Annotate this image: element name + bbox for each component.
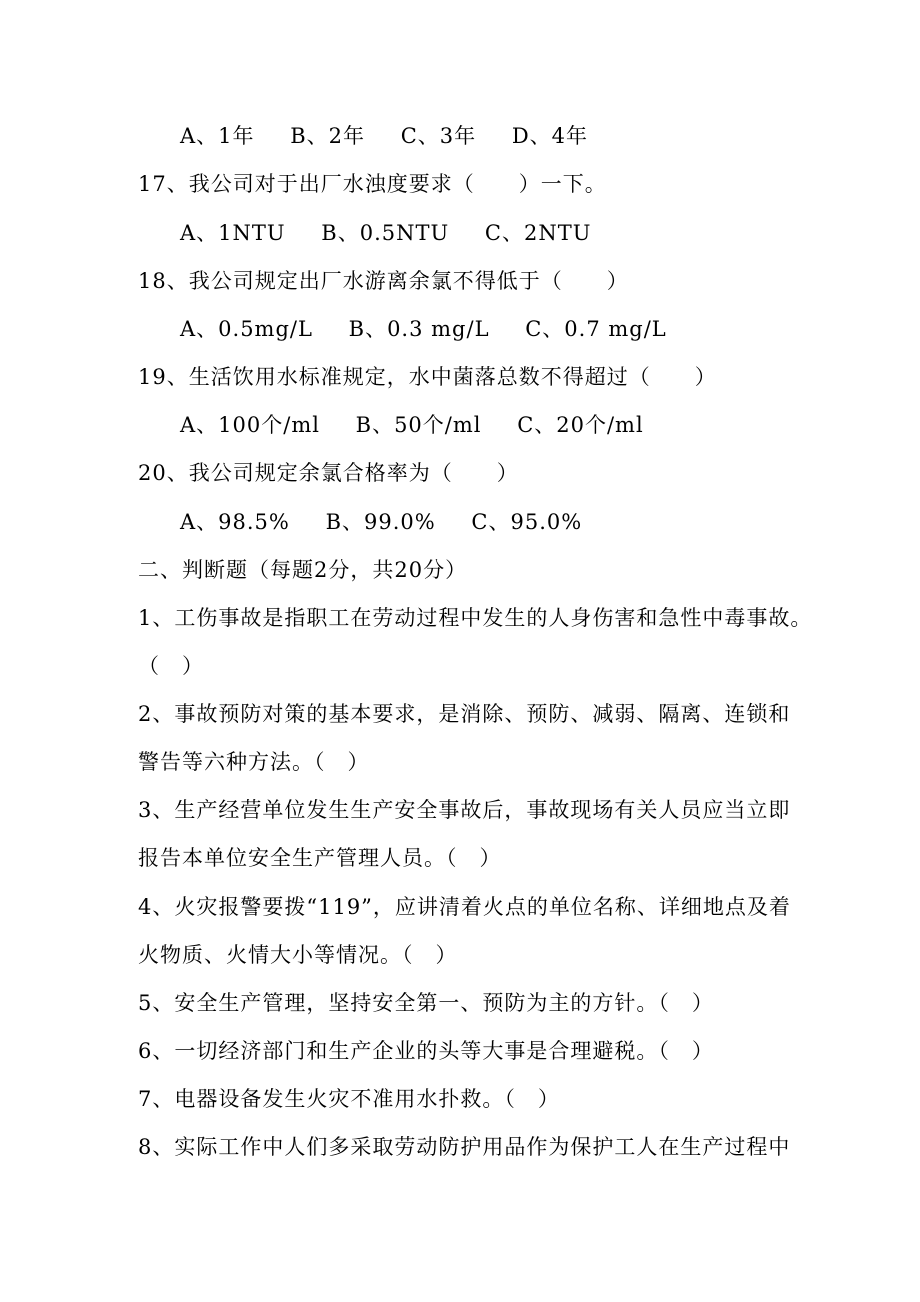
tf-item1-line2: （ ） [138,654,204,678]
q19-options [180,411,644,439]
q16-options [180,122,588,150]
section2-heading: 二、判断题（每题2分，共20分） [138,558,468,582]
q18-option-a: A、0.5mg/L [180,317,313,341]
q16-option-a: A、1年 [180,124,255,148]
q18-option-c: C、0.7 mg/L [525,317,667,341]
q20-option-b: B、99.0% [325,510,436,534]
q16-option-c: C、3年 [400,124,477,148]
tf-item2-line1: 2、事故预防对策的基本要求，是消除、预防、减弱、隔离、连锁和 [138,702,791,726]
q17-options [180,219,591,247]
q16-option-b: B、2年 [290,124,366,148]
tf-item5: 5、安全生产管理，坚持安全第一、预防为主的方针。（ ） [138,991,714,1015]
q19-option-c: C、20个/ml [517,413,644,437]
tf-item4-line2: 火物质、火情大小等情况。（ ） [138,943,458,967]
q18-options [180,315,667,343]
q19-option-a: A、100个/ml [180,413,320,437]
q20-question: 20、我公司规定余氯合格率为（ ） [138,461,519,485]
q17-option-a: A、1NTU [180,221,286,245]
q19-question: 19、生活饮用水标准规定，水中菌落总数不得超过（ ） [138,365,717,389]
q20-options [180,508,582,536]
q19-option-b: B、50个/ml [355,413,482,437]
q20-option-a: A、98.5% [180,510,290,534]
q18-option-b: B、0.3 mg/L [348,317,490,341]
tf-item4-line1: 4、火灾报警要拨“119”，应讲清着火点的单位名称、详细地点及着 [138,895,791,919]
tf-item2-line2: 警告等六种方法。（ ） [138,750,370,774]
tf-item3-line2: 报告本单位安全生产管理人员。（ ） [138,846,502,870]
tf-item1-line1: 1、工伤事故是指职工在劳动过程中发生的人身伤害和急性中毒事故。 [138,606,813,630]
tf-item3-line1: 3、生产经营单位发生生产安全事故后，事故现场有关人员应当立即 [138,798,791,822]
tf-item8-line1: 8、实际工作中人们多采取劳动防护用品作为保护工人在生产过程中 [138,1135,791,1159]
q17-question: 17、我公司对于出厂水浊度要求（ ）一下。 [138,172,607,196]
q18-question: 18、我公司规定出厂水游离余氯不得低于（ ） [138,269,629,293]
tf-item7: 7、电器设备发生火灾不准用水扑救。（ ） [138,1087,560,1111]
q17-option-c: C、2NTU [484,221,592,245]
q16-option-d: D、4年 [511,124,589,148]
tf-item6: 6、一切经济部门和生产企业的头等大事是合理避税。（ ） [138,1039,714,1063]
q17-option-b: B、0.5NTU [321,221,450,245]
q20-option-c: C、95.0% [471,510,583,534]
